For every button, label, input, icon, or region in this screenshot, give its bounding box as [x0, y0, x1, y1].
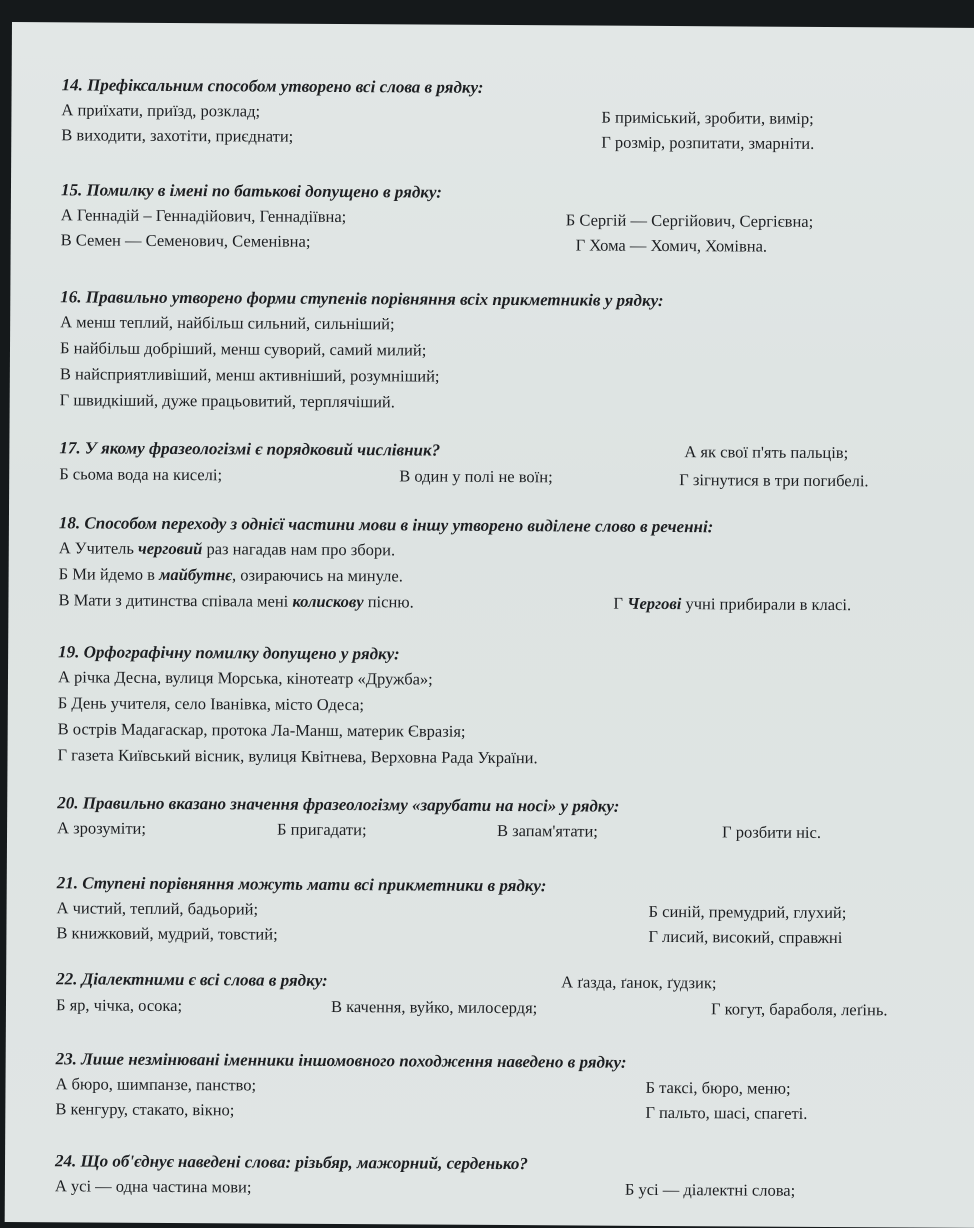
option-a[interactable]: А менш теплий, найбільш сильний, сильніший; [60, 312, 395, 334]
highlighted-word: Чергові [627, 593, 682, 614]
option-g[interactable]: Г когут, бараболя, леґінь. [710, 999, 888, 1020]
question-heading: 23. Лише незмінювані іменники іншомовного походження наведено в рядку: [55, 1049, 627, 1072]
question-23 [55, 1046, 949, 1126]
question-24 [55, 1148, 949, 1203]
option-v[interactable]: В кенгуру, стакато, вікно; [55, 1099, 235, 1120]
question-heading: 18. Способом переходу з однієї частини мови в іншу утворено виділене слово в реченні: [58, 513, 714, 537]
option-b[interactable]: Б усі — діалектні слова; [624, 1179, 796, 1200]
option-v[interactable]: В Семен — Семенович, Семенівна; [60, 230, 311, 251]
option-b[interactable]: Б яр, чічка, осока; [55, 995, 183, 1016]
option-a[interactable]: А річка Десна, вулиця Морська, кінотеатр «Дружба»; [57, 667, 433, 689]
question-21 [56, 870, 950, 950]
question-heading: 14. Префіксальним способом утворено всі слова в рядку: [61, 75, 484, 97]
option-g[interactable]: Г швидкіший, дуже працьовитий, терплячіший. [59, 390, 395, 412]
question-heading: 21. Ступені порівняння можуть мати всі прикметники в рядку: [56, 873, 547, 896]
option-v[interactable]: В Мати з дитинства співала мені колискову пісню. [58, 590, 414, 612]
question-16 [60, 284, 955, 418]
question-heading: 16. Правильно утворено форми ступенів порівняння всіх прикметників у рядку: [60, 287, 664, 310]
option-b[interactable]: Б сьома вода на киселі; [59, 464, 223, 485]
option-b[interactable]: Б Сергій — Сергійович, Сергієвна; [565, 210, 814, 231]
option-g[interactable]: Г лисий, високий, справжні [648, 926, 843, 948]
option-g[interactable]: Г газета Київський вісник, вулиця Квітнева, Верховна Рада України. [57, 745, 538, 768]
question-15 [61, 177, 955, 257]
question-14 [61, 72, 955, 152]
highlighted-word: колискову [292, 591, 364, 612]
question-heading: 17. У якому фразеологізмі є порядковий числівник? [59, 438, 441, 460]
option-v[interactable]: В качення, вуйко, милосердя; [330, 996, 538, 1018]
option-g[interactable]: Г пальто, шасі, спагеті. [645, 1102, 808, 1123]
question-heading: 24. Що об'єднує наведені слова: різьбяр, мажорний, серденько? [54, 1151, 528, 1174]
question-17 [59, 435, 953, 491]
option-g[interactable]: Г зігнутися в три погибелі. [679, 470, 869, 491]
option-a[interactable]: А Геннадій – Геннадійович, Геннадіївна; [60, 205, 347, 227]
option-a[interactable]: А бюро, шимпанзе, панство; [55, 1074, 257, 1095]
option-g[interactable]: Г розмір, розпитати, змарніти. [601, 132, 815, 153]
option-b[interactable]: Б приміський, зробити, вимір; [601, 107, 814, 128]
option-v[interactable]: В запам'ятати; [497, 820, 598, 841]
option-b[interactable]: Б синій, премудрий, глухий; [648, 901, 847, 923]
option-g[interactable]: Г Хома — Хомич, Хомівна. [575, 235, 768, 256]
test-sheet [5, 22, 974, 1228]
option-v[interactable]: В книжковий, мудрий, товстий; [56, 923, 278, 944]
question-heading: 22. Діалектними є всі слова в рядку: [56, 969, 328, 990]
option-v[interactable]: В один у полі не воїн; [399, 466, 553, 487]
question-heading: 15. Помилку в імені по батькові допущено в рядку: [60, 180, 442, 202]
question-19 [57, 639, 952, 773]
question-heading: 19. Орфографічну помилку допущено у рядку: [58, 642, 400, 664]
question-20 [57, 790, 951, 845]
option-a[interactable]: А усі — одна частина мови; [54, 1176, 252, 1197]
question-heading: 20. Правильно вказано значення фразеологізму «зарубати на носі» у рядку: [57, 793, 620, 816]
question-22 [56, 966, 950, 1022]
option-b[interactable]: Б таксі, бюро, меню; [645, 1077, 791, 1098]
option-b[interactable]: Б пригадати; [277, 819, 367, 840]
option-b[interactable]: Б Ми йдемо в майбутнє, озираючись на минуле. [58, 564, 403, 586]
option-v[interactable]: В найсприятливіший, менш активніший, розумніший; [59, 364, 440, 386]
option-a[interactable]: А як свої п'ять пальців; [684, 442, 849, 463]
option-a[interactable]: А чистий, теплий, бадьорий; [56, 898, 259, 919]
option-a[interactable]: А зрозуміти; [57, 818, 147, 838]
option-g[interactable]: Г розбити ніс. [722, 822, 822, 842]
highlighted-word: черговий [138, 538, 203, 559]
highlighted-word: майбутнє [159, 564, 233, 585]
option-a[interactable]: А приїхати, приїзд, розклад; [61, 100, 261, 121]
option-a[interactable]: А ґазда, ґанок, ґудзик; [561, 972, 717, 993]
option-b[interactable]: Б найбільш добріший, менш суворий, самий милий; [59, 338, 427, 360]
option-b[interactable]: Б День учителя, село Іванівка, місто Одеса; [57, 693, 365, 715]
question-18 [58, 510, 953, 618]
option-g[interactable]: Г Чергові учні прибирали в класі. [613, 593, 852, 615]
option-v[interactable]: В виходити, захотіти, приєднати; [61, 125, 294, 146]
option-a[interactable]: А Учитель черговий раз нагадав нам про збори. [58, 538, 396, 560]
option-v[interactable]: В острів Мадагаскар, протока Ла-Манш, материк Євразія; [57, 719, 466, 741]
